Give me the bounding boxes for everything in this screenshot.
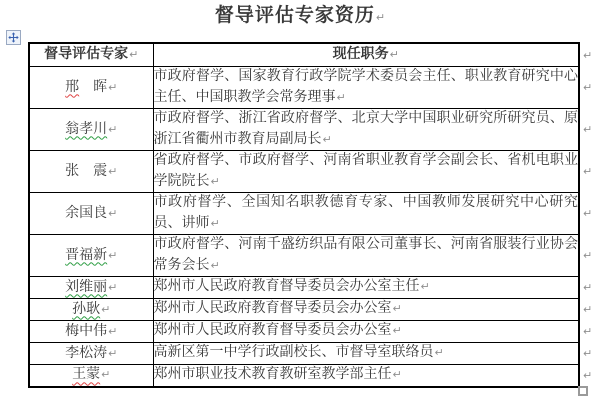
- current-position-text: 郑州市人民政府教育督导委员会办公室: [153, 323, 392, 339]
- expert-name-cell[interactable]: [29, 235, 153, 277]
- table-row: [29, 109, 579, 151]
- current-position-cell[interactable]: [153, 67, 579, 109]
- expert-name-text: 晋福新: [65, 247, 108, 263]
- cell-end-mark-icon: ↵: [108, 324, 118, 338]
- current-position-text: 市政府督学、浙江省政府督学、北京大学中国职业研究所研究员、原浙江省衢州市教育局副局长: [153, 111, 578, 147]
- expert-name-cell[interactable]: [29, 343, 153, 365]
- expert-name-cell[interactable]: [29, 109, 153, 151]
- current-position-text: 郑州市人民政府教育督导委员会办公室主任: [153, 279, 420, 295]
- row-end-mark-icon: ↵: [583, 206, 593, 220]
- expert-name-text: 王蒙: [72, 367, 101, 383]
- expert-name-cell[interactable]: [29, 299, 153, 321]
- paragraph-mark-icon: ↵: [375, 11, 386, 24]
- table-resize-handle[interactable]: [578, 386, 588, 396]
- current-position-text: 市政府督学、国家教育行政学院学术委员会主任、职业教育研究中心主任、中国职教学会常务理事: [153, 69, 578, 105]
- header-cell-expert[interactable]: [29, 43, 153, 67]
- cell-end-mark-icon: ↵: [336, 90, 346, 104]
- header-cell-position[interactable]: [153, 43, 579, 67]
- current-position-cell[interactable]: [153, 109, 579, 151]
- current-position-cell[interactable]: [153, 193, 579, 235]
- row-end-mark-icon: ↵: [583, 122, 593, 136]
- current-position-text: 高新区第一中学行政副校长、市督导室联络员: [153, 345, 434, 361]
- cell-end-mark-icon: ↵: [210, 216, 220, 230]
- row-end-mark-icon: ↵: [583, 346, 593, 360]
- page-title[interactable]: 督导评估专家资历: [214, 5, 375, 26]
- current-position-cell[interactable]: [153, 151, 579, 193]
- expert-name-text: 李松涛: [65, 345, 108, 361]
- document-title-row: [0, 3, 600, 31]
- cell-end-mark-icon: ↵: [129, 48, 139, 61]
- cell-end-mark-icon: ↵: [108, 122, 118, 136]
- expert-name-cell[interactable]: [29, 67, 153, 109]
- current-position-cell[interactable]: [153, 235, 579, 277]
- current-position-cell[interactable]: [153, 299, 579, 321]
- cell-end-mark-icon: ↵: [434, 346, 444, 360]
- row-end-mark-icon: ↵: [583, 48, 593, 62]
- row-end-mark-icon: ↵: [583, 248, 593, 262]
- expert-name-cell[interactable]: [29, 193, 153, 235]
- cell-end-mark-icon: ↵: [108, 280, 118, 294]
- cell-end-mark-icon: ↵: [392, 302, 402, 316]
- cell-end-mark-icon: ↵: [392, 324, 402, 338]
- table-row: [29, 67, 579, 109]
- table-move-handle[interactable]: [6, 30, 21, 45]
- table-row: [29, 151, 579, 193]
- cell-end-mark-icon: ↵: [392, 368, 402, 381]
- expert-name-cell[interactable]: [29, 277, 153, 299]
- move-cross-icon: [8, 32, 19, 43]
- experts-qualifications-table: [28, 42, 580, 388]
- row-end-mark-icon: ↵: [583, 164, 593, 178]
- current-position-text: 省政府督学、市政府督学、河南省职业教育学会副会长、省机电职业学院院长: [153, 153, 578, 189]
- cell-end-mark-icon: ↵: [108, 346, 118, 360]
- table-row: [29, 277, 579, 299]
- expert-name-cell[interactable]: [29, 365, 153, 387]
- row-end-marks-column: [582, 44, 592, 386]
- cell-end-mark-icon: ↵: [322, 132, 332, 146]
- table-row: [29, 365, 579, 387]
- current-position-cell[interactable]: [153, 277, 579, 299]
- table-row: [29, 321, 579, 343]
- cell-end-mark-icon: ↵: [389, 48, 399, 61]
- expert-name-text: 余国良: [65, 205, 108, 221]
- table-header-row: [29, 43, 579, 67]
- table-row: [29, 299, 579, 321]
- table-row: [29, 235, 579, 277]
- header-label-expert: 督导评估专家: [44, 47, 129, 62]
- expert-name-text: 翁孝川: [65, 121, 108, 137]
- cell-end-mark-icon: ↵: [210, 174, 220, 188]
- cell-end-mark-icon: ↵: [420, 280, 430, 294]
- cell-end-mark-icon: ↵: [108, 80, 118, 94]
- cell-end-mark-icon: ↵: [108, 206, 118, 220]
- expert-name-text: 张 震: [65, 163, 108, 179]
- expert-name-text: 刘维丽: [65, 279, 108, 295]
- table-row: [29, 193, 579, 235]
- cell-end-mark-icon: ↵: [108, 248, 118, 262]
- current-position-cell[interactable]: [153, 343, 579, 365]
- expert-name-text: 孙耿: [72, 301, 101, 317]
- expert-name-cell[interactable]: [29, 321, 153, 343]
- expert-name-text: 邢: [65, 79, 80, 95]
- expert-name-text: 晖: [79, 79, 108, 95]
- expert-name-cell[interactable]: [29, 151, 153, 193]
- current-position-text: 郑州市人民政府教育督导委员会办公室: [153, 301, 392, 317]
- row-end-mark-icon: ↵: [583, 302, 593, 316]
- expert-name-text: 梅中伟: [65, 323, 108, 339]
- cell-end-mark-icon: ↵: [108, 164, 118, 178]
- current-position-cell[interactable]: [153, 321, 579, 343]
- table-row: [29, 343, 579, 365]
- cell-end-mark-icon: ↵: [210, 258, 220, 272]
- cell-end-mark-icon: ↵: [101, 368, 111, 382]
- current-position-text: 市政府督学、河南千盛纺织品有限公司董事长、河南省服装行业协会常务会长: [153, 237, 578, 273]
- row-end-mark-icon: ↵: [583, 368, 593, 382]
- current-position-cell[interactable]: [153, 365, 579, 387]
- cell-end-mark-icon: ↵: [101, 302, 111, 316]
- row-end-mark-icon: ↵: [583, 80, 593, 94]
- row-end-mark-icon: ↵: [583, 280, 593, 294]
- current-position-text: 市政府督学、全国知名职教德育专家、中国教师发展研究中心研究员、讲师: [153, 195, 578, 231]
- row-end-mark-icon: ↵: [583, 324, 593, 338]
- current-position-text: 郑州市职业技术教育教研室教学部主任: [153, 367, 392, 382]
- header-label-position: 现任职务: [332, 47, 389, 62]
